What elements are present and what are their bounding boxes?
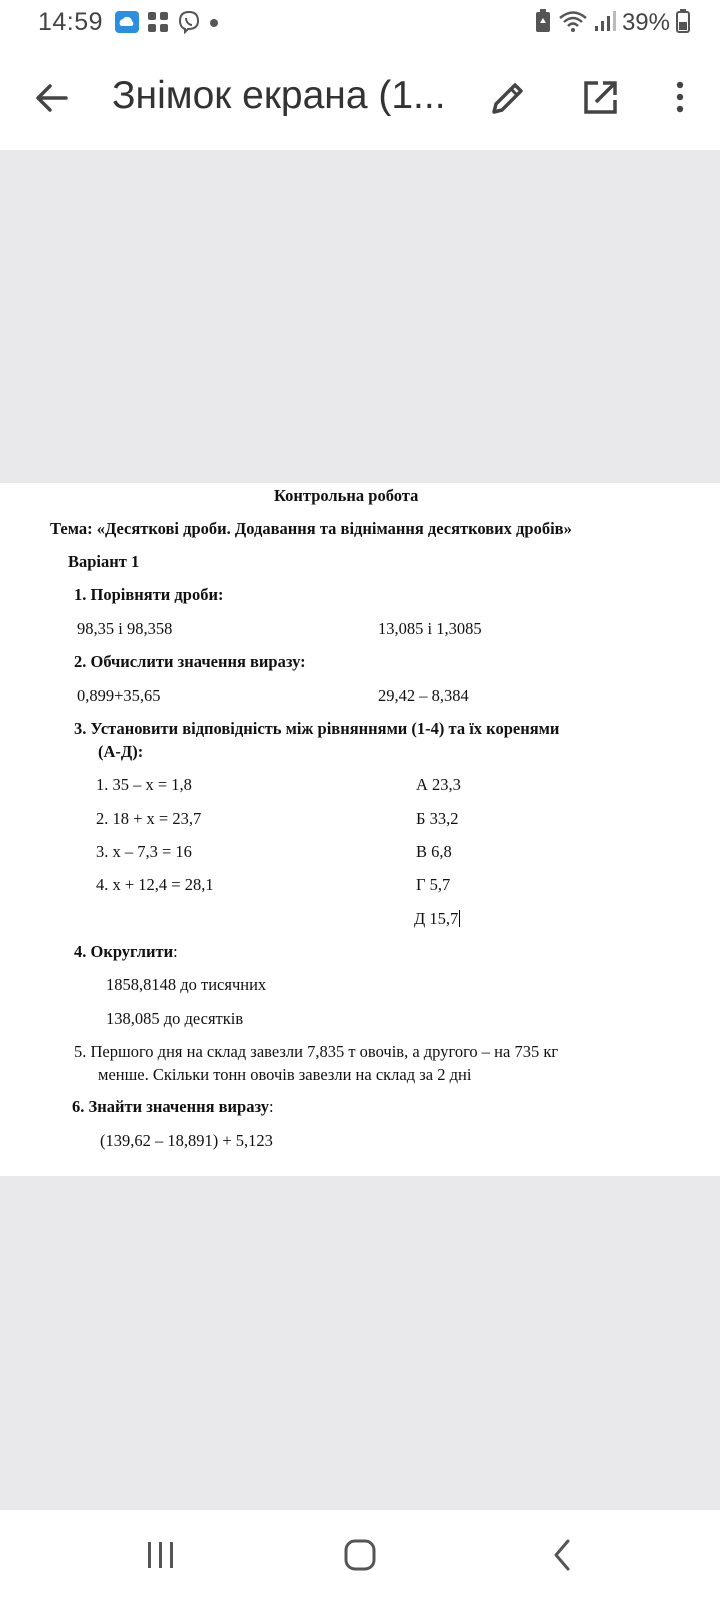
status-icons-left	[115, 10, 219, 38]
q3-label-line1: 3. Установити відповідність між рівняннями (1-4) та їх коренями	[74, 719, 560, 738]
q5-line1: 5. Першого дня на склад завезли 7,835 т овочів, а другого – на 735 кг	[74, 1042, 559, 1061]
q6-colon: :	[269, 1097, 274, 1116]
more-options-button[interactable]	[664, 76, 696, 120]
cloud-app-icon	[115, 11, 139, 38]
doc-topic: Тема: «Десяткові дроби. Додавання та віднімання десяткових дробів»	[50, 519, 572, 538]
document-image	[0, 483, 720, 1176]
status-bar	[0, 0, 720, 48]
arrow-back-icon	[28, 74, 76, 122]
app-bar	[0, 48, 720, 148]
open-in-new-icon	[578, 76, 622, 120]
q4-item1: 1858,8148 до тисячних	[106, 975, 267, 994]
answer-item: А 23,3	[416, 775, 461, 794]
edit-button[interactable]	[486, 76, 530, 120]
home-button[interactable]	[336, 1532, 386, 1578]
notification-dot-icon	[209, 15, 219, 33]
q6-expression: (139,62 – 18,891) + 5,123	[100, 1131, 273, 1150]
doc-title: Контрольна робота	[274, 486, 419, 505]
q4-item2: 138,085 до десятків	[106, 1009, 244, 1028]
battery-percent: 39%	[621, 9, 670, 36]
q6-label-text: 6. Знайти значення виразу	[72, 1097, 270, 1116]
home-icon	[336, 1532, 386, 1578]
back-nav-button[interactable]	[540, 1532, 590, 1578]
q1-right: 13,085 і 1,3085	[378, 619, 482, 638]
battery-icon	[676, 9, 690, 38]
q2-right: 29,42 – 8,384	[378, 686, 469, 705]
q3-label-line2: (А-Д):	[98, 742, 144, 761]
q4-label	[74, 942, 178, 962]
viber-icon	[177, 10, 201, 39]
apps-grid-icon	[147, 11, 169, 38]
image-viewer[interactable]	[0, 150, 720, 1510]
equation-item: 3. x – 7,3 = 16	[96, 842, 192, 861]
answer-item: Б 33,2	[416, 809, 459, 828]
q6-label	[72, 1097, 274, 1117]
answer-item: В 6,8	[416, 842, 452, 861]
back-button[interactable]	[28, 74, 76, 122]
navigation-bar	[0, 1510, 720, 1600]
more-vert-icon	[664, 76, 696, 120]
open-with-button[interactable]	[578, 76, 622, 120]
pencil-icon	[486, 76, 530, 120]
equation-item: 4. x + 12,4 = 28,1	[96, 875, 214, 894]
signal-icon	[594, 10, 616, 37]
answer-item: Д 15,7	[414, 909, 459, 928]
q2-label: 2. Обчислити значення виразу:	[74, 652, 306, 671]
q4-label-text: 4. Округлити	[74, 942, 174, 961]
q1-left: 98,35 і 98,358	[77, 619, 173, 638]
text-caret	[459, 910, 460, 927]
status-icons-right	[534, 8, 690, 38]
recent-apps-icon	[136, 1532, 186, 1578]
equation-item: 2. 18 + x = 23,7	[96, 809, 202, 828]
q5-line2: менше. Скільки тонн овочів завезли на склад за 2 дні	[98, 1065, 472, 1084]
q4-colon: :	[173, 942, 178, 961]
chevron-left-icon	[540, 1532, 590, 1578]
recent-apps-button[interactable]	[136, 1532, 186, 1578]
q2-left: 0,899+35,65	[77, 686, 161, 705]
answer-item: Г 5,7	[416, 875, 451, 894]
doc-variant: Варіант 1	[68, 552, 140, 571]
answer-item-last	[414, 909, 460, 929]
battery-saver-icon	[534, 9, 552, 38]
status-time: 14:59	[38, 8, 104, 36]
wifi-icon	[558, 9, 588, 38]
q1-label: 1. Порівняти дроби:	[74, 585, 224, 604]
equation-item: 1. 35 – x = 1,8	[96, 775, 192, 794]
page-title: Знімок екрана (1...	[112, 74, 446, 117]
